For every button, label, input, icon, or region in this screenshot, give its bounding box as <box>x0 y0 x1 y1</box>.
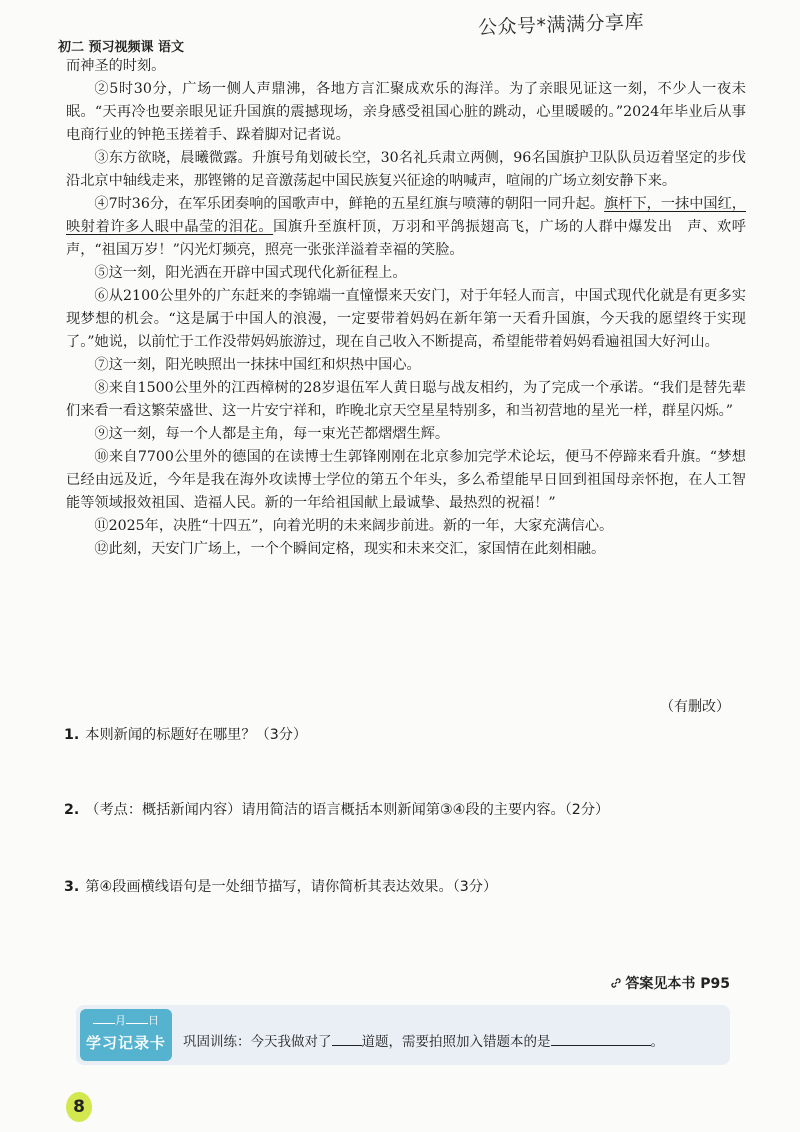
source-note: （有删改） <box>660 699 730 715</box>
paragraph-4-before: ④7时36分，在军乐团奏响的国歌声中，鲜艳的五星红旗与喷薄的朝阳一同升起。 <box>94 196 605 212</box>
correct-count-blank[interactable] <box>332 1045 362 1046</box>
link-icon <box>610 977 622 989</box>
answer-reference <box>610 973 730 993</box>
underlined-sentence: 旗杆下，一抹中国红，映射着许多人眼中晶莹的泪花。 <box>66 196 746 235</box>
paragraph-3: ③东方欲晓，晨曦微露。升旗号角划破长空，30名礼兵肃立两侧，96名国旗护卫队队员迈着坚定的步伐沿北京中轴线走来，那铿锵的足音激荡起中国民族复兴征途的呐喊声，喧闹的广场立刻安静下来。 <box>66 150 746 189</box>
paragraph-4 <box>66 193 746 262</box>
question-2-text: （考点：概括新闻内容）请用简洁的语言概括本则新闻第③④段的主要内容。（2分） <box>85 802 610 818</box>
paragraph-2: ②5时30分，广场一侧人声鼎沸，各地方言汇聚成欢乐的海洋。为了亲眼见证这一刻，不少人一夜未眠。“天再冷也要亲眼见证升国旗的震撼现场，亲身感受祖国心脏的跳动，心里暖暖的。”2024年毕业后从事电商行业的钟艳玉搓着手、跺着脚对记者说。 <box>66 81 746 143</box>
answer-reference-text: 答案见本书 P95 <box>625 976 730 992</box>
record-date <box>80 1012 172 1028</box>
month-blank[interactable] <box>93 1023 115 1024</box>
record-card-label <box>80 1009 172 1061</box>
article-body <box>66 55 746 561</box>
day-label: 日 <box>148 1014 159 1027</box>
question-2 <box>64 799 744 819</box>
paragraph-5: ⑤这一刻，阳光洒在开辟中国式现代化新征程上。 <box>94 265 407 281</box>
record-text-a: 巩固训练：今天我做对了 <box>183 1034 332 1050</box>
record-text-c: 。 <box>650 1034 664 1050</box>
record-text <box>183 1030 664 1050</box>
question-3 <box>64 876 744 896</box>
record-card-title: 学习记录卡 <box>85 1034 166 1052</box>
page-header: 初二 预习视频课 语文 <box>58 40 185 55</box>
question-3-number: 3. <box>64 879 80 895</box>
page-number: 8 <box>66 1092 92 1122</box>
paragraph-6: ⑥从2100公里外的广东赶来的李锦端一直憧憬来天安门，对于年轻人而言，中国式现代化就是有更多实现梦想的机会。“这是属于中国人的浪漫，一定要带着妈妈在新年第一天看升国旗，今天我的愿望终于实现了。”她说，以前忙于工作没带妈妈旅游过，现在自己收入不断提高，希望能带着妈妈看遍祖国大好河山。 <box>66 288 746 350</box>
paragraph-7: ⑦这一刻，阳光映照出一抹抹中国红和炽热中国心。 <box>94 357 421 373</box>
question-2-number: 2. <box>64 802 80 818</box>
paragraph-4-after: 国旗升至旗杆顶，万羽和平鸽振翅高飞，广场的人群中爆发出 声、欢呼声，“祖国万岁！”闪光灯频亮，照亮一张张洋溢着幸福的笑脸。 <box>66 219 746 258</box>
paragraph-12: ⑫此刻，天安门广场上，一个个瞬间定格，现实和未来交汇，家国情在此刻相融。 <box>94 541 606 557</box>
question-1-number: 1. <box>64 727 80 743</box>
paragraph-0: 而神圣的时刻。 <box>66 58 166 74</box>
paragraph-9: ⑨这一刻，每一个人都是主角，每一束光芒都熠熠生辉。 <box>94 426 450 442</box>
question-1 <box>64 724 744 744</box>
day-blank[interactable] <box>126 1023 148 1024</box>
month-label: 月 <box>115 1014 126 1027</box>
wrong-question-blank[interactable] <box>551 1045 651 1046</box>
question-1-text: 本则新闻的标题好在哪里？（3分） <box>85 727 308 743</box>
paragraph-8: ⑧来自1500公里外的江西樟树的28岁退伍军人黄日聪与战友相约，为了完成一个承诺。“我们是替先辈们来看一看这繁荣盛世、这一片安宁祥和，昨晚北京天空星星特别多，和当初营地的星光一样，群星闪烁。” <box>66 380 746 419</box>
record-text-b: 道题，需要拍照加入错题本的是 <box>361 1034 551 1050</box>
paragraph-11: ⑪2025年，决胜“十四五”，向着光明的未来阔步前进。新的一年，大家充满信心。 <box>94 518 614 534</box>
question-3-text: 第④段画横线语句是一处细节描写，请你简析其表达效果。（3分） <box>85 879 498 895</box>
paragraph-10: ⑩来自7700公里外的德国的在读博士生郭锋刚刚在北京参加完学术论坛，便马不停蹄来看升旗。“梦想已经由远及近，今年是我在海外攻读博士学位的第五个年头，多么希望能早日回到祖国母亲怀抱，在人工智能等领域报效祖国、造福人民。新的一年给祖国献上最诚挚、最热烈的祝福！” <box>66 449 746 511</box>
watermark: 公众号*满满分享库 <box>477 11 645 39</box>
